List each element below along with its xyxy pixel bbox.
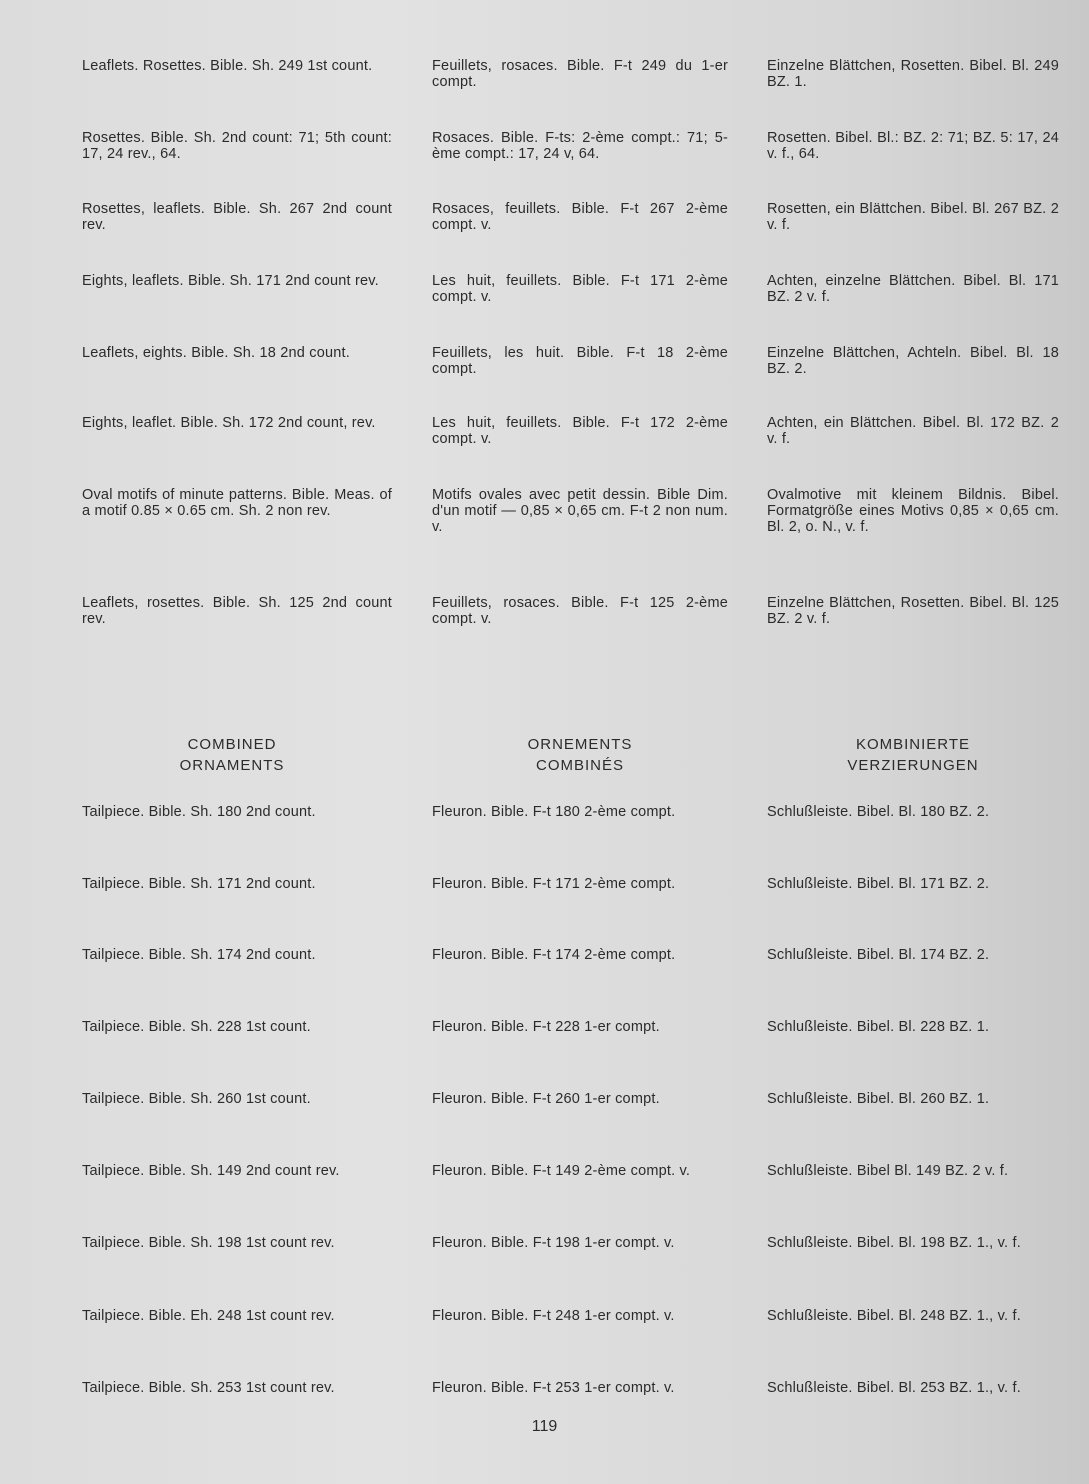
tailpiece-fr-8: Fleuron. Bible. F-t 248 1-er compt. v.: [432, 1308, 675, 1324]
tailpiece-de-1: Schlußleiste. Bibel. Bl. 180 BZ. 2.: [767, 804, 990, 820]
section-heading-de: [767, 734, 1059, 776]
tailpiece-en-3: Tailpiece. Bible. Sh. 174 2nd count.: [82, 947, 316, 963]
entry-de-4: Achten, einzelne Blättchen. Bibel. Bl. 171 BZ. 2 v. f.: [767, 273, 1059, 305]
tailpiece-de-9: Schlußleiste. Bibel. Bl. 253 BZ. 1., v. f.: [767, 1380, 1021, 1396]
tailpiece-en-9: Tailpiece. Bible. Sh. 253 1st count rev.: [82, 1380, 335, 1396]
entry-fr-2: Rosaces. Bible. F-ts: 2-ème compt.: 71; 5-ème compt.: 17, 24 v, 64.: [432, 130, 728, 162]
entry-en-3: Rosettes, leaflets. Bible. Sh. 267 2nd count rev.: [82, 201, 392, 233]
entry-en-7: Oval motifs of minute patterns. Bible. Meas. of a motif 0.85 × 0.65 cm. Sh. 2 non rev.: [82, 487, 392, 519]
tailpiece-fr-2: Fleuron. Bible. F-t 171 2-ème compt.: [432, 876, 676, 892]
tailpiece-de-5: Schlußleiste. Bibel. Bl. 260 BZ. 1.: [767, 1091, 990, 1107]
tailpiece-en-8: Tailpiece. Bible. Eh. 248 1st count rev.: [82, 1308, 335, 1324]
entry-en-8: Leaflets, rosettes. Bible. Sh. 125 2nd count rev.: [82, 595, 392, 627]
tailpiece-fr-6: Fleuron. Bible. F-t 149 2-ème compt. v.: [432, 1163, 691, 1179]
section-heading-fr-line-1: ORNEMENTS: [527, 736, 633, 753]
tailpiece-en-7: Tailpiece. Bible. Sh. 198 1st count rev.: [82, 1235, 335, 1251]
tailpiece-fr-4: Fleuron. Bible. F-t 228 1-er compt.: [432, 1019, 660, 1035]
tailpiece-en-2: Tailpiece. Bible. Sh. 171 2nd count.: [82, 876, 316, 892]
tailpiece-fr-1: Fleuron. Bible. F-t 180 2-ème compt.: [432, 804, 676, 820]
entry-de-2: Rosetten. Bibel. Bl.: BZ. 2: 71; BZ. 5: 17, 24 v. f., 64.: [767, 130, 1059, 162]
tailpiece-en-5: Tailpiece. Bible. Sh. 260 1st count.: [82, 1091, 311, 1107]
entry-en-2: Rosettes. Bible. Sh. 2nd count: 71; 5th count: 17, 24 rev., 64.: [82, 130, 392, 162]
entry-de-3: Rosetten, ein Blättchen. Bibel. Bl. 267 BZ. 2 v. f.: [767, 201, 1059, 233]
tailpiece-en-4: Tailpiece. Bible. Sh. 228 1st count.: [82, 1019, 311, 1035]
section-heading-en: [82, 734, 382, 776]
tailpiece-de-6: Schlußleiste. Bibel Bl. 149 BZ. 2 v. f.: [767, 1163, 1009, 1179]
entry-fr-3: Rosaces, feuillets. Bible. F-t 267 2-ème compt. v.: [432, 201, 728, 233]
tailpiece-de-2: Schlußleiste. Bibel. Bl. 171 BZ. 2.: [767, 876, 990, 892]
entry-en-4: Eights, leaflets. Bible. Sh. 171 2nd count rev.: [82, 273, 379, 289]
entry-fr-5: Feuillets, les huit. Bible. F-t 18 2-ème compt.: [432, 345, 728, 377]
entry-en-5: Leaflets, eights. Bible. Sh. 18 2nd count.: [82, 345, 350, 361]
entry-en-1: Leaflets. Rosettes. Bible. Sh. 249 1st count.: [82, 58, 373, 74]
tailpiece-de-3: Schlußleiste. Bibel. Bl. 174 BZ. 2.: [767, 947, 990, 963]
entry-de-5: Einzelne Blättchen, Achteln. Bibel. Bl. 18 BZ. 2.: [767, 345, 1059, 377]
entry-de-1: Einzelne Blättchen, Rosetten. Bibel. Bl. 249 BZ. 1.: [767, 58, 1059, 90]
section-heading-en-line-2: ORNAMENTS: [179, 757, 285, 774]
entry-de-8: Einzelne Blättchen, Rosetten. Bibel. Bl. 125 BZ. 2 v. f.: [767, 595, 1059, 627]
tailpiece-en-1: Tailpiece. Bible. Sh. 180 2nd count.: [82, 804, 316, 820]
section-heading-fr: [432, 734, 728, 776]
entry-fr-6: Les huit, feuillets. Bible. F-t 172 2-ème compt. v.: [432, 415, 728, 447]
section-heading-fr-line-2: COMBINÉS: [535, 757, 624, 774]
tailpiece-fr-3: Fleuron. Bible. F-t 174 2-ème compt.: [432, 947, 676, 963]
entry-fr-8: Feuillets, rosaces. Bible. F-t 125 2-ème compt. v.: [432, 595, 728, 627]
entry-fr-7: Motifs ovales avec petit dessin. Bible Dim. d'un motif — 0,85 × 0,65 cm. F-t 2 non num. v.: [432, 487, 728, 535]
entry-de-7: Ovalmotive mit kleinem Bildnis. Bibel. Formatgröße eines Motivs 0,85 × 0,65 cm. Bl. 2, o. N., v. f.: [767, 487, 1059, 535]
tailpiece-en-6: Tailpiece. Bible. Sh. 149 2nd count rev.: [82, 1163, 340, 1179]
entry-fr-1: Feuillets, rosaces. Bible. F-t 249 du 1-er compt.: [432, 58, 728, 90]
tailpiece-de-8: Schlußleiste. Bibel. Bl. 248 BZ. 1., v. f.: [767, 1308, 1021, 1324]
section-heading-de-line-2: VERZIERUNGEN: [847, 757, 979, 774]
page-number: 119: [531, 1418, 558, 1435]
tailpiece-fr-5: Fleuron. Bible. F-t 260 1-er compt.: [432, 1091, 660, 1107]
entry-fr-4: Les huit, feuillets. Bible. F-t 171 2-ème compt. v.: [432, 273, 728, 305]
tailpiece-de-7: Schlußleiste. Bibel. Bl. 198 BZ. 1., v. f.: [767, 1235, 1021, 1251]
tailpiece-de-4: Schlußleiste. Bibel. Bl. 228 BZ. 1.: [767, 1019, 990, 1035]
section-heading-de-line-1: KOMBINIERTE: [855, 736, 971, 753]
entry-de-6: Achten, ein Blättchen. Bibel. Bl. 172 BZ. 2 v. f.: [767, 415, 1059, 447]
tailpiece-fr-9: Fleuron. Bible. F-t 253 1-er compt. v.: [432, 1380, 675, 1396]
entry-en-6: Eights, leaflet. Bible. Sh. 172 2nd count, rev.: [82, 415, 376, 431]
section-heading-en-line-1: COMBINED: [187, 736, 277, 753]
tailpiece-fr-7: Fleuron. Bible. F-t 198 1-er compt. v.: [432, 1235, 675, 1251]
